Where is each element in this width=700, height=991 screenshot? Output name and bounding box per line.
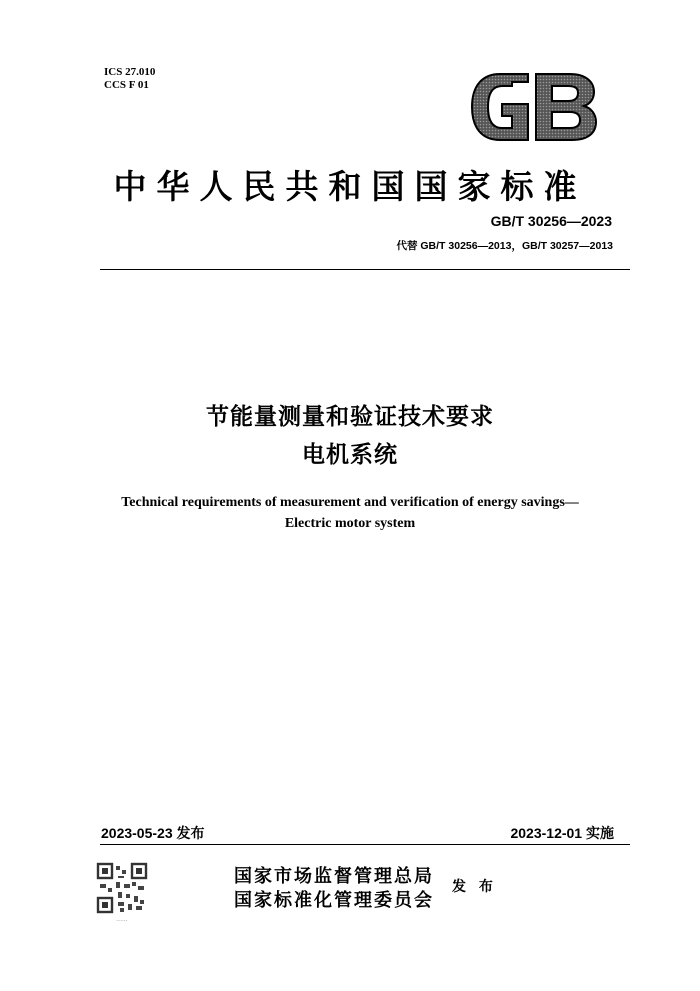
publish-label: 发 布 [452, 879, 497, 895]
header-divider [100, 269, 630, 270]
issue-date: 2023-05-23 发布 [101, 825, 205, 841]
replaces-standards: 代替 GB/T 30256—2013，GB/T 30257—2013 [396, 240, 613, 252]
qr-caption: ······ [116, 918, 128, 925]
qr-code-icon [96, 862, 148, 914]
title-cn-line1: 节能量测量和验证技术要求 [206, 404, 494, 430]
issuer-line1: 国家市场监督管理总局 [234, 866, 434, 887]
classification-codes [104, 66, 155, 92]
title-en-line2: Electric motor system [284, 516, 416, 531]
ccs-code: CCS F 01 [104, 79, 149, 91]
implementation-date: 2023-12-01 实施 [510, 825, 614, 841]
footer-divider [100, 844, 630, 845]
standard-name-cn: 中华人民共和国国家标准 [113, 167, 587, 206]
gb-logo-icon [470, 72, 598, 142]
issuer-line2: 国家标准化管理委员会 [234, 890, 434, 911]
title-en-line1: Technical requirements of measurement and verification of energy savings— [121, 495, 579, 510]
standard-number: GB/T 30256—2023 [490, 213, 612, 229]
title-cn-line2: 电机系统 [302, 442, 398, 468]
ics-code: ICS 27.010 [104, 66, 156, 78]
